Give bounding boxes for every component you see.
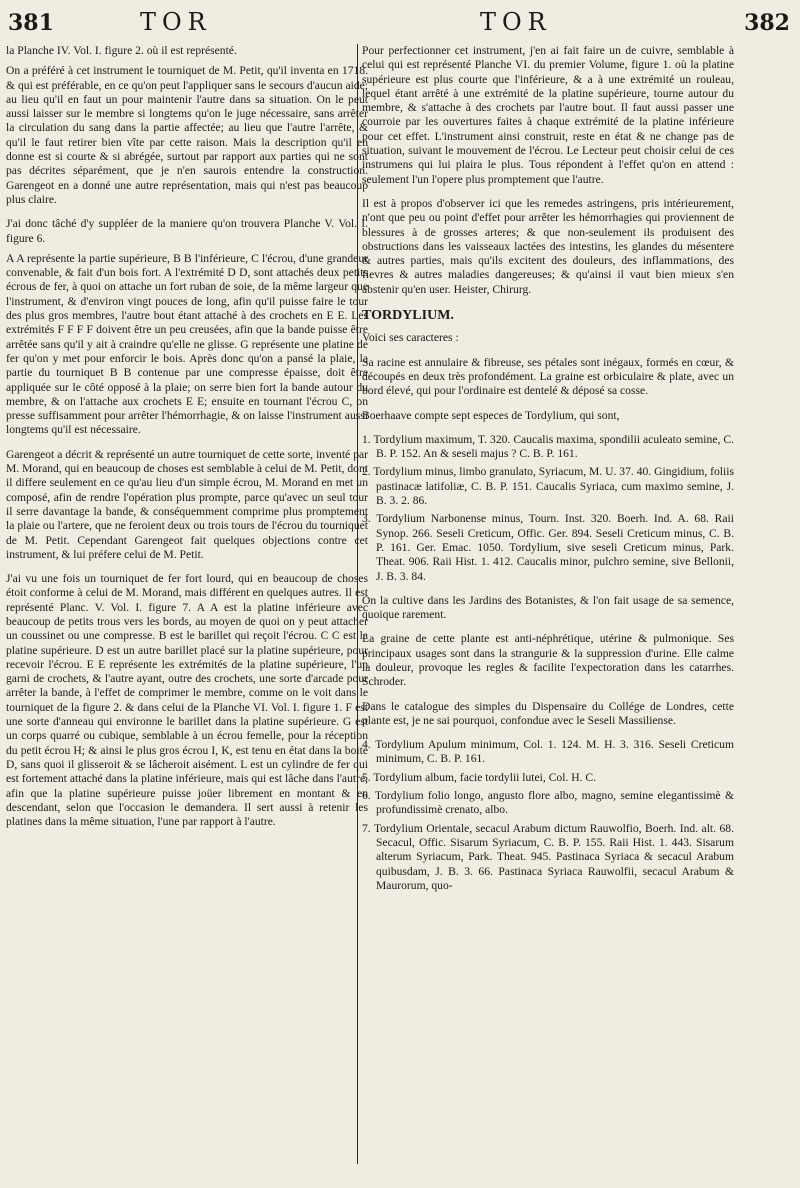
paragraph: A A représente la partie supérieure, B B l'inférieure, C l'écrou, d'une grandeur convenable, & fait d'un bois fort. A l'extrémité D D, sont attachés deux petits écrous de fer, à quoi on attache un fort ruban de soie, de la même largeur que l'instrument, & d'environ vingt pouces de long, afin qu'il puisse faire le tour des plus gros membres, l'autre bout étant attaché à des crochets en E E. Les extrémités F F F F doivent être un peu creusées, afin que la bande puisse être arrêtée sans qu'il y ait à craindre qu'elle ne glisse. G représente une platine de fer qu'on y met pour enforcir le bois. Après donc qu'on a pansé la plaie, la partie du tourniquet B B contenue par une compresse épaisse, doit être appliquée sur le côté opposé à la plaie; on serre bien fort la bande autour du membre, & on l'attache aux crochets E E; ensuite en tournant l'écrou C, on presse suffisamment pour arrêter l'hémorrhagie, & on laisse l'instrument aussi longtems qu'il est nécessaire. <box>6 251 368 437</box>
paragraph: J'ai donc tâché d'y suppléer de la maniere qu'on trouvera Planche V. Vol. I. figure 6. <box>6 217 368 245</box>
paragraph: Voici ses caracteres : <box>362 331 459 345</box>
paragraph: Sa racine est annulaire & fibreuse, ses pétales sont inégaux, formés en cœur, & découpés en deux très profondément. La graine est orbiculaire & plate, avec un bord élevé, qui pour l'ordinaire est dentelé & déposé sa cosse. <box>362 355 734 398</box>
species-item: 7. Tordylium Orientale, secacul Arabum dictum Rauwolfio, Boerh. Ind. alt. 68. Secacul, Offic. Sisarum Syriacum, C. B. P. 155. Raii Hist. 1. 443. Sisarum alterum Syriacum, Park. Theat. 945. Pastinaca Syriaca & secacul Arabum quibusdam, J. B. 3. 66. Pastinaca Syriaca Rauwolfii, secacul Arabum & Maurorum, quo- <box>362 821 734 892</box>
paragraph: Pour perfectionner cet instrument, j'en ai fait faire un de cuivre, semblable à celui qui est représenté Planche VI. du premier Volume, figure 1. où la platine supérieure est plus courte que l'inférieure, & a à une extrémité un rouleau, lequel étant arrêté à une extrémité de la platine supérieure, tourne autour du membre, & s'attache à des crochets par l'autre bout. Il faut aussi passer une courroie par les ouvertures faites à chaque extrémité de la platine inférieure pour cet effet. L'instrument ainsi construit, reste en état & ne change pas de situation, suivant le mouvement de l'écrou. Le Lecteur peut choisir celui de ces instrumens qui lui plaira le plus. Tous répondent à l'effet qu'on en attend : seulement l'un l'opere plus promptement que l'autre. <box>362 44 734 186</box>
page-header <box>0 6 800 40</box>
species-item: 6. Tordylium folio longo, angusto flore albo, magno, semine elegantissimè & profundissimè crenato, albo. <box>362 789 734 817</box>
running-head-right: TOR <box>480 8 552 36</box>
paragraph: On la cultive dans les Jardins des Botanistes, & l'on fait usage de sa semence, quoique rarement. <box>362 593 734 622</box>
species-item: 5. Tordylium album, facie tordylii lutei, Col. H. C. <box>362 770 597 784</box>
page-number-left: 381 <box>8 10 54 36</box>
species-item: 4. Tordylium Apulum minimum, Col. 1. 124. M. H. 3. 316. Seseli Creticum minimum, C. B. P. 161. <box>362 738 734 766</box>
paragraph: La graine de cette plante est anti-néphrétique, utérine & pulmonique. Ses principaux usages sont dans la strangurie & la suppression d'urine. Elle calme la douleur, provoque les regles & facilite l'expectoration dans les catarrhes. Schroder. <box>362 632 734 689</box>
paragraph: Garengeot a décrit & représenté un autre tourniquet de cette sorte, inventé par M. Morand, qui en beaucoup de choses est semblable à celui de M. Petit, dont il differe seulement en ce qu'au lieu d'un simple écrou, M. Morand en met un composé, afin de rendre l'opération plus prompte, parce qu'avec un seul tour il serre davantage la bande, & conséquemment comprime plus promptement la plaie ou l'artere, que ne feroient deux ou trois tours de l'écrou du tourniquet de M. Petit. Cependant Garengeot fait quelques objections contre cet instrument, & lui préfere celui de M. Petit. <box>6 447 368 561</box>
section-title: TORDYLIUM. <box>362 308 454 324</box>
paragraph: Boerhaave compte sept especes de Tordylium, qui sont, <box>362 408 620 422</box>
left-column <box>6 44 368 835</box>
paragraph: J'ai vu une fois un tourniquet de fer fort lourd, qui en beaucoup de choses étoit conforme à celui de M. Morand, mais différent en quelques autres. Il est représenté Planc. V. Vol. I. figure 7. A A est la platine inférieure avec beaucoup de petits trous vers les bords, au moyen de quoi on y peut attacher un coussinet ou une compresse. B est le barillet qui reçoit l'écrou. C C est la platine supérieure. D est un autre barillet placé sur la platine supérieure, pour recevoir l'écrou. E E représente les extrémités de la platine supérieure, l'un garni de crochets, & l'autre ayant, outre des crochets, une sorte d'arcade pour arrêter la bande, à l'effet de comprimer le membre, comme on le voit dans le tourniquet de la figure 2. & dans celui de la Planche VI. Vol. I. figure 1. F est une sorte d'anneau qui environne le barillet dans la platine supérieure. G est un corps quarré ou cubique, semblable à un écrou femelle, pour la réception du petit écrou H; & ainsi le plus gros écrou I, K, est tenu en état dans la boite D, sans quoi il glisseroit & se lâcheroit aisément. L est un cylindre de fer qui est fortement attaché dans la platine inférieure, mais qui est lâche dans l'autre, afin que la platine supérieure puisse joüer librement en montant & en descendant, selon que l'occasion le demandera. Il sert aussi à retenir les platines dans la même situation, l'une par rapport à l'autre. <box>6 572 368 829</box>
species-item: 3. Tordylium Narbonense minus, Tourn. Inst. 320. Boerh. Ind. A. 68. Raii Synop. 266. Seseli Creticum, Offic. Ger. 894. Seseli Creticum minus, C. B. P. 161. Ger. Emac. 1050. Tordylium, sive seseli Creticum minus, Park. Theat. 906. Raii Hist. 1. 412. Caucalis minor, pulchro semine, sive Bellonii, J. B. 3. 84. <box>362 512 734 583</box>
running-head-left: TOR <box>140 8 212 36</box>
paragraph: On a préféré à cet instrument le tourniquet de M. Petit, qu'il inventa en 1718. & qui est préférable, en ce qu'on peut l'appliquer sans le secours d'aucun aide; au lieu qu'il en faut un pour maintenir l'autre dans sa situation. On le peut aussi laisser sur le membre si longtems qu'on le juge nécessaire, sans arrêter la circulation du sang dans la partie affectée; au lieu que l'autre l'arrête, & qu'il le faut retirer bien vîte par cette raison. Mais la description qu'il en donne est si courte & si abrégée, surtout par rapport aux parties qui ne sont pas décrites séparément, que je n'en saurois entendre la construction. Garengeot en a donné une autre représentation, mais qui n'est pas beaucoup plus claire. <box>6 64 368 206</box>
paragraph: la Planche IV. Vol. I. figure 2. où il est représenté. <box>6 44 237 57</box>
paragraph: Il est à propos d'observer ici que les remedes astringens, pris intérieurement, n'ont que peu ou point d'effet pour arrêter les hémorrhagies qui proviennent de blessures à de grosses arteres; & que non-seulement ils produisent des obstructions dans les vaisseaux lactées des intestins, les glandes du mésentere & autres parties, mais qu'ils excitent des douleurs, des inflammations, des fievres & autres maladies dangereuses; & qu'ainsi il vaut bien mieux s'en abstenir qu'en user. Heister, Chirurg. <box>362 196 734 296</box>
species-item: 1. Tordylium maximum, T. 320. Caucalis maxima, spondilii aculeato semine, C. B. P. 152. An & seseli majus ? C. B. P. 161. <box>362 432 734 461</box>
species-item: 2. Tordylium minus, limbo granulato, Syriacum, M. U. 37. 40. Gingidium, foliis pastinacæ latifoliæ, C. B. P. 151. Caucalis Syriaca, cum maximo semine, J. B. 3. 2. 86. <box>362 465 734 508</box>
right-column <box>362 44 734 897</box>
paragraph: Dans le catalogue des simples du Dispensaire du Collége de Londres, cette plante est, je ne sai pourquoi, confondue avec le Seseli Massiliense. <box>362 699 734 727</box>
page-number-right: 382 <box>744 10 790 36</box>
